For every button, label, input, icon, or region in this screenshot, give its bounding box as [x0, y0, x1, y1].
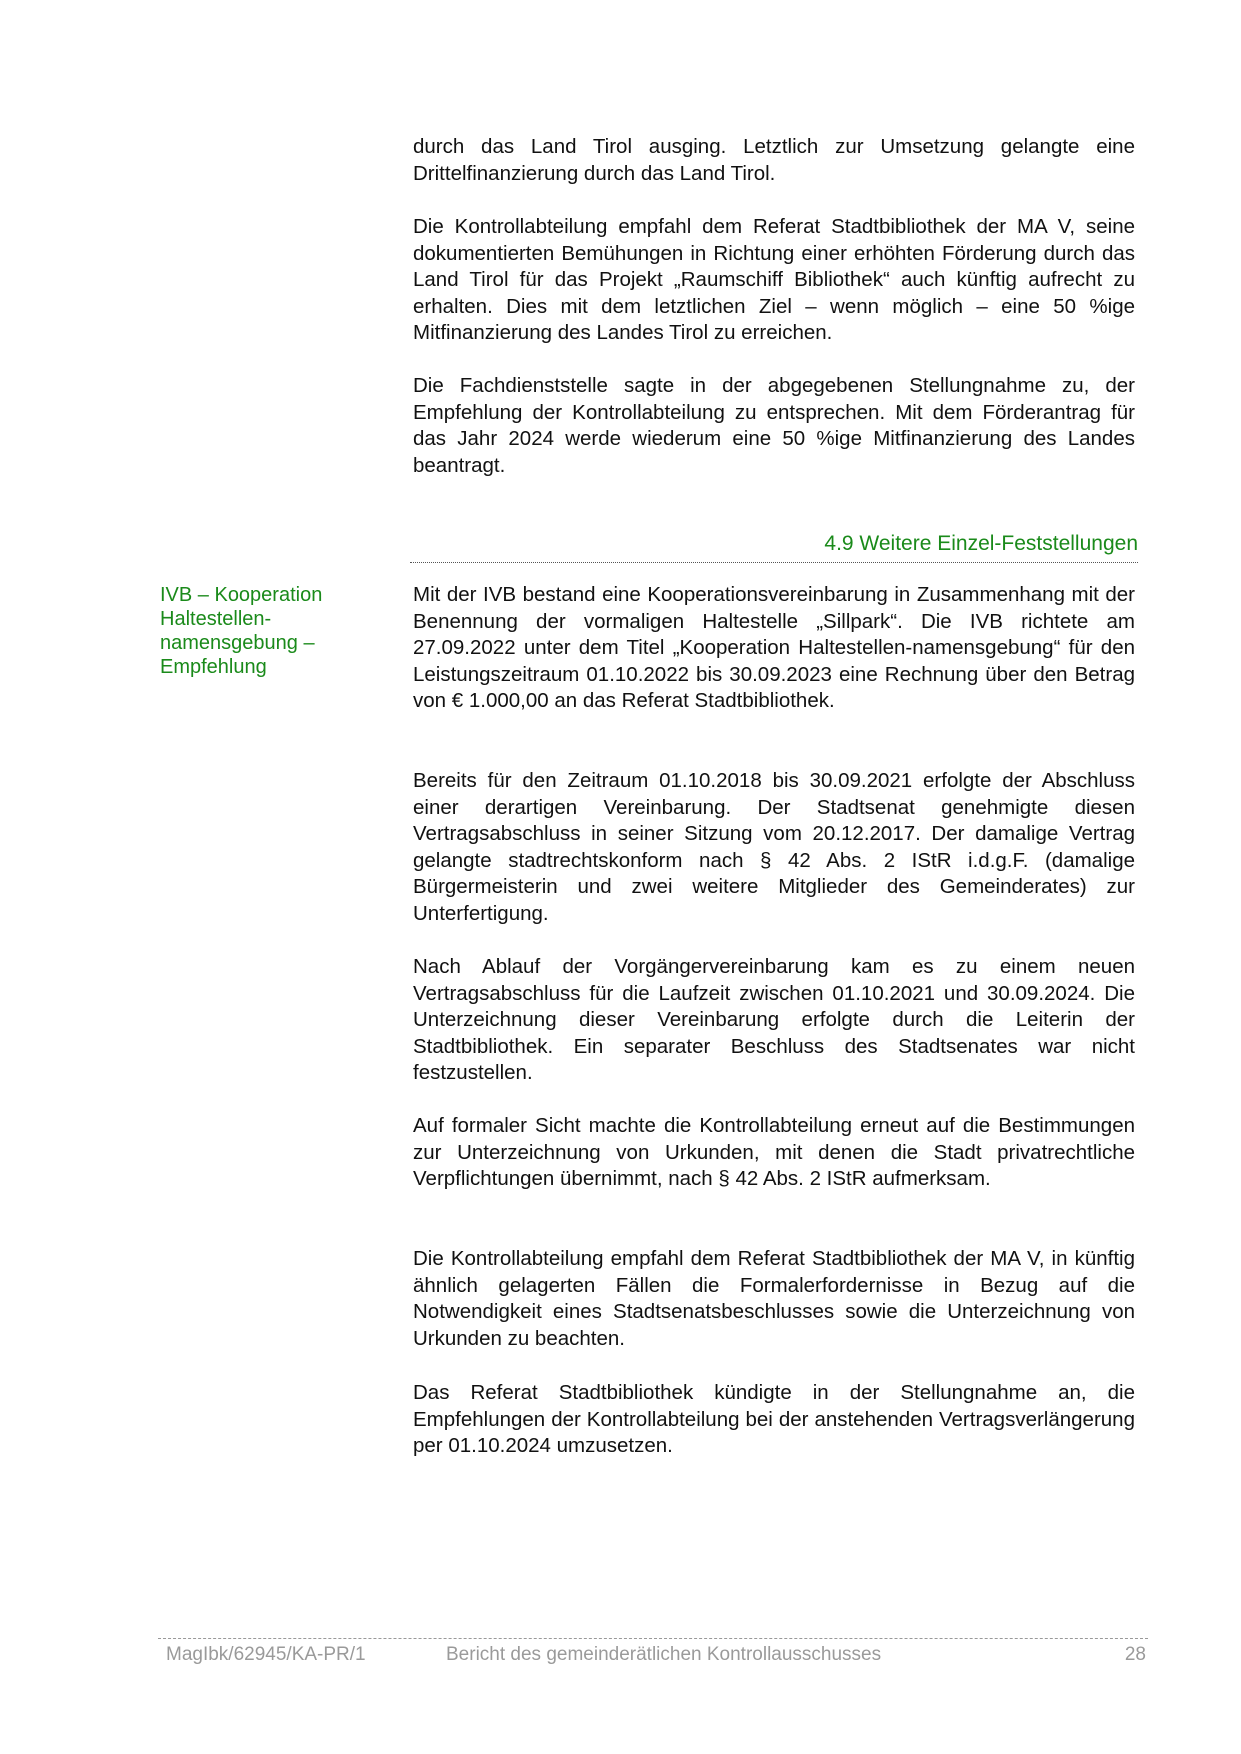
page-number: 28 — [1124, 1644, 1146, 1665]
paragraph: Die Fachdienststelle sagte in der abgegebenen Stellungnahme zu, der Empfehlung der Kontrollabteilung zu entsprechen. Mit dem Förderantrag für das Jahr 2024 werde wiederum eine 50 %ige Mitfinanzierung des Landes beantragt. — [413, 374, 1135, 477]
paragraph: Auf formaler Sicht machte die Kontrollabteilung erneut auf die Bestimmungen zur Unterzeichnung von Urkunden, mit denen die Stadt privatrechtliche Verpflichtungen übernimmt, nach § 42 Abs. 2 IStR aufmerksam. — [413, 1114, 1135, 1190]
paragraph: Die Kontrollabteilung empfahl dem Referat Stadtbibliothek der MA V, seine dokumentierten Bemühungen in Richtung einer erhöhten Förderung durch das Land Tirol für das Projekt „Raumschiff Bibliothek“ auch künftig aufrecht zu erhalten. Dies mit dem letztlichen Ziel – wenn möglich – eine 50 %ige Mitfinanzierung des Landes Tirol zu erreichen. — [413, 215, 1135, 344]
section-heading: 4.9 Weitere Einzel-Feststellungen — [410, 530, 1138, 563]
paragraph: Die Kontrollabteilung empfahl dem Referat Stadtbibliothek der MA V, in künftig ähnlich gelagerten Fällen die Formalerfordernisse in Bezug auf die Notwendigkeit eines Stadtsenatsbeschlusses sowie die Unterzeichnung von Urkunden zu beachten. — [413, 1247, 1135, 1350]
paragraph: Nach Ablauf der Vorgängervereinbarung kam es zu einem neuen Vertragsabschluss für die Laufzeit zwischen 01.10.2021 und 30.09.2024. Die Unterzeichnung dieser Vereinbarung erfolgte durch die Leiterin der Stadtbibliothek. Ein separater Beschluss des Stadtsenates war nicht festzustellen. — [413, 955, 1135, 1084]
footer-divider — [158, 1638, 1148, 1639]
side-note-line: Empfehlung — [160, 656, 267, 678]
footer-reference: MagIbk/62945/KA-PR/1 — [166, 1644, 366, 1665]
side-note-line: namensgebung – — [160, 632, 315, 654]
side-note — [160, 583, 350, 679]
paragraph: Das Referat Stadtbibliothek kündigte in der Stellungnahme an, die Empfehlungen der Kontrollabteilung bei der anstehenden Vertragsverlängerung per 01.10.2024 umzusetzen. — [413, 1381, 1135, 1457]
side-note-line: IVB – Kooperation — [160, 584, 323, 606]
paragraph: Bereits für den Zeitraum 01.10.2018 bis 30.09.2021 erfolgte der Abschluss einer derartigen Vereinbarung. Der Stadtsenat genehmigte diesen Vertragsabschluss in seiner Sitzung vom 20.12.2017. Der damalige Vertrag gelangte stadtrechtskonform nach § 42 Abs. 2 IStR i.d.g.F. (damalige Bürgermeisterin und zwei weitere Mitglieder des Gemeinderates) zur Unterfertigung. — [413, 769, 1135, 925]
paragraph: durch das Land Tirol ausging. Letztlich zur Umsetzung gelangte eine Drittelfinanzierung durch das Land Tirol. — [413, 135, 1135, 185]
paragraph: Mit der IVB bestand eine Kooperationsvereinbarung in Zusammenhang mit der Benennung der vormaligen Haltestelle „Sillpark“. Die IVB richtete am 27.09.2022 unter dem Titel „Kooperation Haltestellen-namensgebung“ für den Leistungszeitraum 01.10.2022 bis 30.09.2023 eine Rechnung über den Betrag von € 1.000,00 an das Referat Stadtbibliothek. — [413, 583, 1135, 712]
side-note-line: Haltestellen- — [160, 608, 272, 630]
footer-title: Bericht des gemeinderätlichen Kontrollausschusses — [446, 1644, 882, 1665]
